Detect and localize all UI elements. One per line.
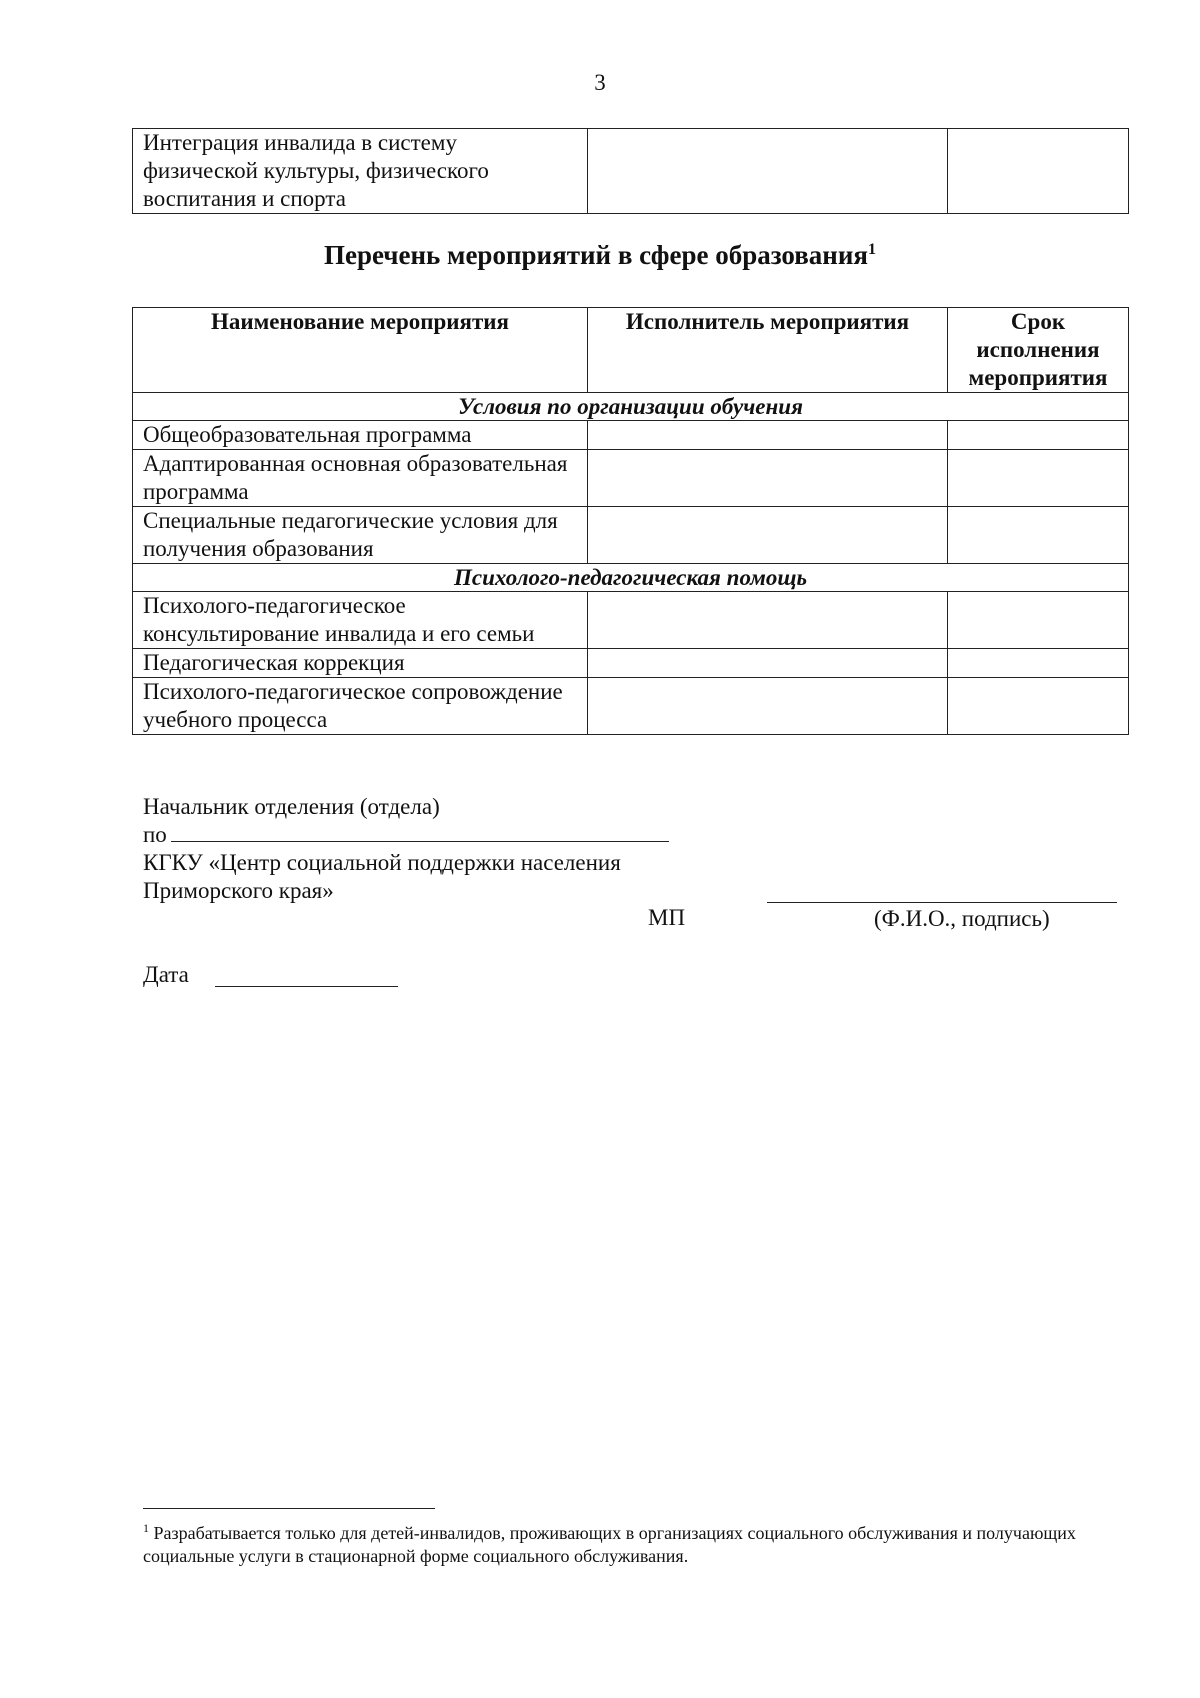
activity-executor-cell <box>588 649 948 678</box>
activity-name-cell: Специальные педагогические условия для получения образования <box>133 507 588 564</box>
education-activities-table <box>132 307 1129 735</box>
activity-deadline-cell <box>948 421 1129 450</box>
footnote-divider <box>143 1508 435 1509</box>
footnote-marker: 1 <box>143 1521 149 1535</box>
activity-name-cell: Интеграция инвалида в систему физической культуры, физического воспитания и спорта <box>133 129 588 214</box>
activity-executor-cell <box>588 450 948 507</box>
signer-position: Начальник отделения (отдела) <box>143 794 440 819</box>
footnote-text: Разрабатывается только для детей-инвалидов, проживающих в организациях социального обслуживания и получающих социальные услуги в стационарной форме социального обслуживания. <box>143 1523 1076 1566</box>
activity-executor-cell <box>588 507 948 564</box>
table-row <box>133 678 1129 735</box>
activity-deadline-cell <box>948 507 1129 564</box>
group-title: Психолого-педагогическая помощь <box>133 564 1129 592</box>
footnote <box>143 1522 1103 1568</box>
fio-signature-label: (Ф.И.О., подпись) <box>874 906 1050 931</box>
stamp-label: МП <box>648 905 686 930</box>
section-title-text: Перечень мероприятий в сфере образования <box>323 240 869 270</box>
group-header-row <box>133 564 1129 592</box>
activity-executor-cell <box>588 592 948 649</box>
department-blank-field[interactable] <box>171 821 669 842</box>
activity-executor-cell <box>588 678 948 735</box>
table-row <box>133 450 1129 507</box>
footnote-reference: 1 <box>868 241 877 258</box>
header-activity-executor: Исполнитель мероприятия <box>588 308 948 393</box>
header-activity-deadline: Срок исполнения мероприятия <box>948 308 1129 393</box>
activity-deadline-cell <box>948 649 1129 678</box>
table-row <box>133 421 1129 450</box>
organization-name-line2: Приморского края» <box>143 878 334 903</box>
table-header-row <box>133 308 1129 393</box>
section-title <box>0 240 1200 271</box>
signature-blank-field[interactable] <box>767 902 1117 903</box>
table-row <box>133 129 1129 214</box>
activity-name-cell: Психолого-педагогическое консультирование инвалида и его семьи <box>133 592 588 649</box>
group-title: Условия по организации обучения <box>133 393 1129 421</box>
activity-name-cell: Общеобразовательная программа <box>133 421 588 450</box>
activity-name-cell: Адаптированная основная образовательная программа <box>133 450 588 507</box>
activity-executor-cell <box>588 129 948 214</box>
activity-deadline-cell <box>948 129 1129 214</box>
date-blank-field[interactable] <box>215 986 398 987</box>
organization-name-line1: КГКУ «Центр социальной поддержки населения <box>143 850 621 875</box>
table-row <box>133 649 1129 678</box>
activity-deadline-cell <box>948 450 1129 507</box>
signature-block <box>143 793 669 905</box>
header-activity-name: Наименование мероприятия <box>133 308 588 393</box>
activity-deadline-cell <box>948 592 1129 649</box>
signer-department-prefix: по <box>143 822 167 847</box>
activity-deadline-cell <box>948 678 1129 735</box>
activity-executor-cell <box>588 421 948 450</box>
table-row <box>133 507 1129 564</box>
activity-name-cell: Педагогическая коррекция <box>133 649 588 678</box>
group-header-row <box>133 393 1129 421</box>
table-row <box>133 592 1129 649</box>
top-activity-table <box>132 128 1129 214</box>
page-number: 3 <box>594 70 606 95</box>
date-label: Дата <box>143 962 189 987</box>
signer-department-row <box>143 821 669 849</box>
activity-name-cell: Психолого-педагогическое сопровождение учебного процесса <box>133 678 588 735</box>
